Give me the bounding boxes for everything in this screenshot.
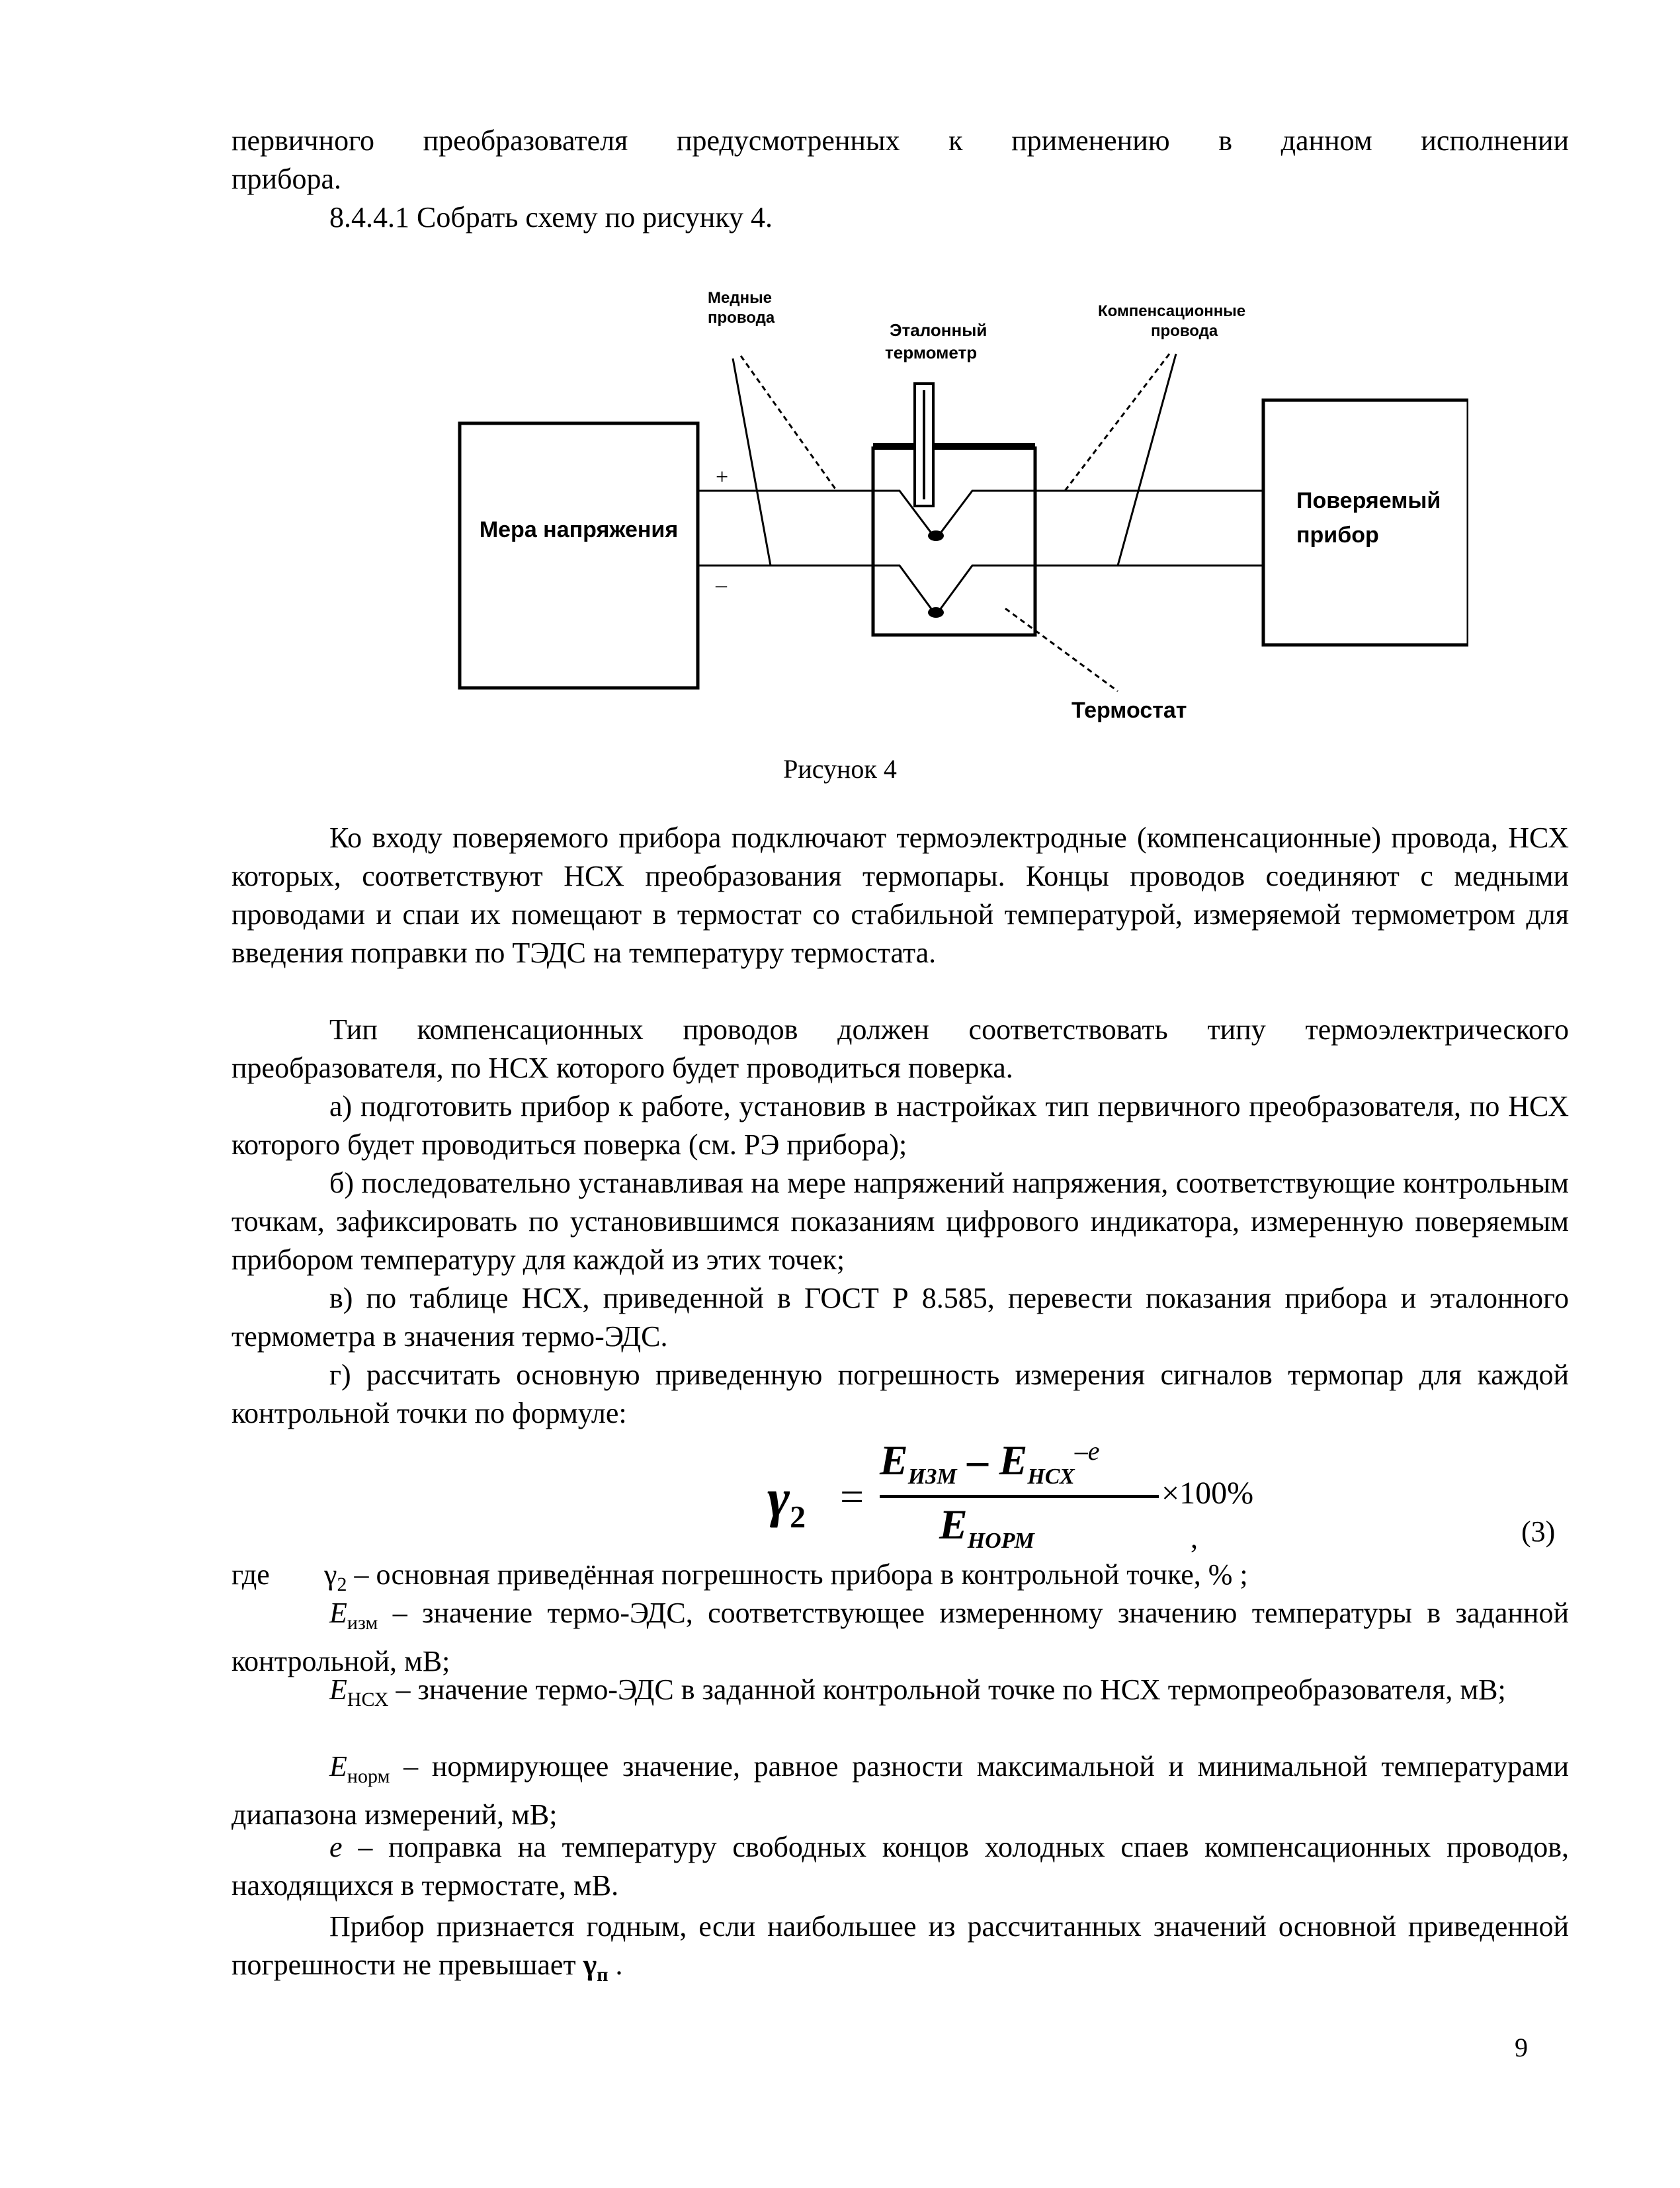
step-heading: 8.4.4.1 Собрать схему по рисунку 4. <box>329 201 773 233</box>
thermostat-box <box>873 446 1035 635</box>
where-e-norm: $E_{норм}$ – нормирующее значение, равное разности максимальной и минимальной температурами диапазона измерений, мВ; <box>231 1750 1569 1831</box>
paragraph-2: Тип компенсационных проводов должен соответствовать типу термоэлектрического преобразователя, по НСХ которого будет проводиться поверка. <box>231 1013 1569 1084</box>
final-paragraph: Прибор признается годным, если наибольшее из рассчитанных значений основной приведенной погрешности не превышает $\gamma_п$ . <box>231 1910 1569 1986</box>
comp-wires-label-2: провода <box>1151 322 1218 340</box>
voltage-source-label: Мера напряжения <box>479 517 679 542</box>
minus-sign: – <box>716 573 727 597</box>
intro-line-1: первичного преобразователя предусмотренных к применению в данном исполнении <box>231 124 1569 157</box>
voltage-source-box <box>460 423 698 688</box>
ref-thermometer-label-2: термометр <box>885 343 978 362</box>
plus-wire <box>698 491 1263 539</box>
thermostat-label: Термостат <box>1071 698 1187 723</box>
formula-gamma: $\gamma_2$ <box>767 1468 806 1535</box>
formula-number: (3) <box>1521 1515 1556 1548</box>
device-label-1: Поверяемый <box>1296 488 1441 513</box>
formula-fraction-bar <box>880 1495 1159 1498</box>
plus-sign: + <box>716 465 729 489</box>
comp-wires-label-1: Компенсационные <box>1098 302 1246 320</box>
formula-comma: , <box>1191 1522 1198 1554</box>
paragraph-g: г) рассчитать основную приведенную погрешность измерения сигналов термопар для каждой контрольной точки по формуле: <box>231 1359 1569 1429</box>
minus-wire <box>698 566 1263 615</box>
junction-2 <box>928 607 944 618</box>
copper-label-2: провода <box>708 309 775 327</box>
formula-3 <box>747 1429 1254 1553</box>
page-number: 9 <box>1515 2033 1528 2062</box>
formula-multiplier: ×100% <box>1161 1476 1254 1511</box>
formula-denominator: $E_{НОРМ}$ <box>939 1501 1034 1553</box>
where-e-nsx: $E_{НСХ}$ – значение термо-ЭДС в заданной контрольной точке по НСХ термопреобразователя, мВ; <box>329 1673 1506 1710</box>
where-gamma: где $\gamma_2$ – основная приведённая погрешность прибора в контрольной точке, % ; <box>231 1558 1248 1595</box>
formula-numerator: $E_{ИЗМ} - E_{НСХ}^{-e}$ <box>880 1436 1100 1489</box>
copper-label-1: Медные <box>708 289 772 307</box>
figure-caption: Рисунок 4 <box>783 754 897 784</box>
where-e: e – поправка на температуру свободных концов холодных спаев компенсационных проводов, находящихся в термостате, мВ. <box>231 1831 1569 1902</box>
where-e-izm: $E_{изм}$ – значение термо-ЭДС, соответствующее измеренному значению температуры в заданной контрольной, мВ; <box>231 1597 1569 1677</box>
ref-thermometer-label-1: Эталонный <box>890 320 987 340</box>
paragraph-a: а) подготовить прибор к работе, установив в настройках тип первичного преобразователя, по НСХ которого будет проводиться поверка (см. РЭ прибора); <box>231 1090 1569 1161</box>
junction-1 <box>928 530 944 541</box>
formula-equals: = <box>840 1473 864 1520</box>
device-label-2: прибор <box>1296 523 1379 548</box>
intro-line-2: прибора. <box>231 163 342 195</box>
paragraph-b: б) последовательно устанавливая на мере напряжений напряжения, соответствующие контрольным точкам, зафиксировать по установившимся показаниям цифрового индикатора, измеренную поверяемым прибором температуру для каждой из этих точек; <box>231 1167 1569 1276</box>
circuit-diagram <box>397 278 1468 741</box>
paragraph-v: в) по таблице НСХ, приведенной в ГОСТ Р 8.585, перевести показания прибора и эталонного термометра в значения термо-ЭДС. <box>231 1282 1569 1353</box>
paragraph-1: Ко входу поверяемого прибора подключают термоэлектродные (компенсационные) провода, НСХ которых, соответствуют НСХ преобразования термопары. Концы проводов соединяют с медными проводами и спаи их помещают в термостат со стабильной температурой, измеряемой термометром для введения поправки по ТЭДС на температуру термостата. <box>231 821 1569 969</box>
